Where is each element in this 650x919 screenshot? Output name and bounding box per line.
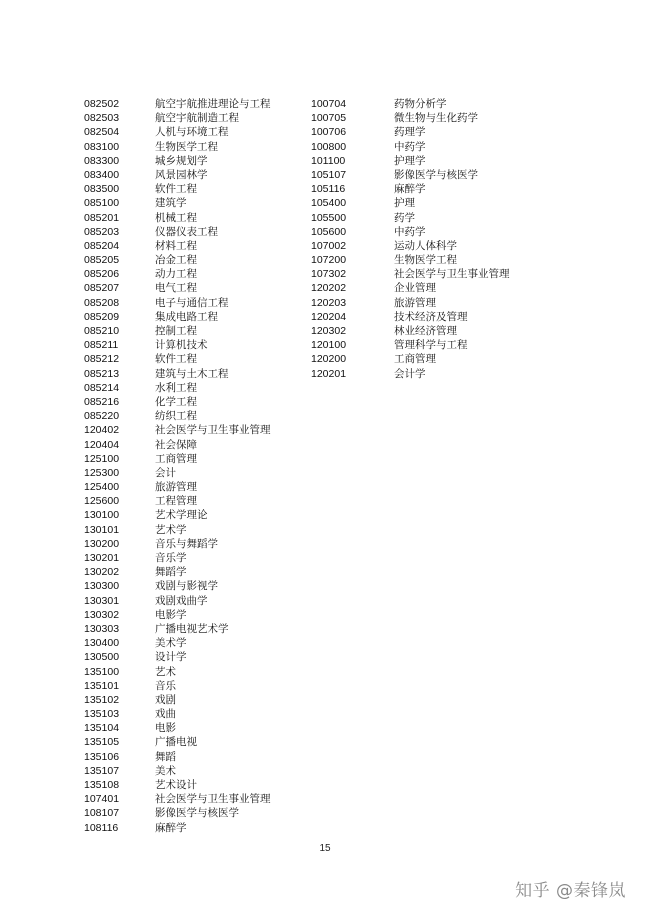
right-column xyxy=(311,97,510,381)
major-code: 085212 xyxy=(84,353,120,366)
list-item xyxy=(84,154,271,168)
list-item xyxy=(84,310,271,324)
major-code: 100800 xyxy=(311,140,347,153)
list-item xyxy=(84,735,271,749)
major-name: 机械工程 xyxy=(155,211,197,224)
list-item xyxy=(84,622,271,636)
list-item xyxy=(84,281,271,295)
major-code: 085203 xyxy=(84,225,120,238)
major-name: 航空宇航推进理论与工程 xyxy=(155,98,271,110)
list-item xyxy=(84,764,271,778)
major-name: 社会医学与卫生事业管理 xyxy=(155,793,271,806)
major-name: 旅游管理 xyxy=(394,296,436,309)
major-code: 082504 xyxy=(84,126,120,139)
major-name: 企业管理 xyxy=(394,282,436,295)
list-item xyxy=(311,182,510,196)
major-name: 建筑与土木工程 xyxy=(155,367,229,380)
major-name: 冶金工程 xyxy=(155,254,197,267)
list-item xyxy=(84,395,271,409)
major-code: 130202 xyxy=(84,566,120,579)
major-code: 120404 xyxy=(84,438,120,451)
list-item xyxy=(84,466,271,480)
major-code: 130100 xyxy=(84,509,120,522)
major-code: 120201 xyxy=(311,367,347,380)
list-item xyxy=(84,253,271,267)
major-code: 130302 xyxy=(84,608,120,621)
list-item xyxy=(84,537,271,551)
major-name: 工程管理 xyxy=(155,495,197,508)
major-code: 130500 xyxy=(84,651,120,664)
list-item xyxy=(84,508,271,522)
major-code: 105600 xyxy=(311,225,347,238)
major-code: 100706 xyxy=(311,126,347,139)
list-item xyxy=(311,310,510,324)
list-item xyxy=(84,211,271,225)
major-code: 083500 xyxy=(84,183,120,196)
list-item xyxy=(84,693,271,707)
major-name: 艺术学理论 xyxy=(155,509,208,522)
major-code: 125300 xyxy=(84,466,120,479)
list-item xyxy=(311,338,510,352)
major-name: 工商管理 xyxy=(155,452,197,465)
list-item xyxy=(84,665,271,679)
major-name: 动力工程 xyxy=(155,268,197,281)
major-code: 120402 xyxy=(84,424,120,437)
major-name: 护理学 xyxy=(394,154,426,167)
list-item xyxy=(84,182,271,196)
list-item xyxy=(84,409,271,423)
list-item xyxy=(311,125,510,139)
list-item xyxy=(84,750,271,764)
list-item xyxy=(84,367,271,381)
major-name: 设计学 xyxy=(155,651,187,664)
list-item xyxy=(84,352,271,366)
list-item xyxy=(84,594,271,608)
major-name: 广播电视艺术学 xyxy=(155,622,229,635)
major-code: 135104 xyxy=(84,722,120,735)
major-code: 105500 xyxy=(311,211,347,224)
major-code: 107401 xyxy=(84,793,120,806)
major-name: 舞蹈 xyxy=(155,750,176,763)
major-name: 社会保障 xyxy=(155,438,197,451)
major-name: 控制工程 xyxy=(155,325,197,337)
list-item xyxy=(311,352,510,366)
major-code: 082503 xyxy=(84,112,120,125)
list-item xyxy=(84,296,271,310)
major-name: 会计学 xyxy=(394,367,426,380)
major-name: 电子与通信工程 xyxy=(155,296,229,309)
major-code: 135101 xyxy=(84,679,120,692)
major-code: 130300 xyxy=(84,580,120,593)
list-item xyxy=(84,494,271,508)
list-item xyxy=(311,154,510,168)
list-item xyxy=(84,168,271,182)
major-name: 工商管理 xyxy=(394,353,436,366)
major-name: 计算机技术 xyxy=(155,339,208,352)
list-item xyxy=(311,239,510,253)
major-name: 旅游管理 xyxy=(155,481,197,494)
major-name: 戏曲 xyxy=(155,708,176,721)
list-item xyxy=(84,381,271,395)
major-code: 085204 xyxy=(84,239,120,252)
major-code: 135108 xyxy=(84,779,120,791)
major-name: 纺织工程 xyxy=(155,410,197,423)
list-item xyxy=(84,452,271,466)
major-code: 125600 xyxy=(84,495,120,508)
major-name: 建筑学 xyxy=(155,197,187,210)
list-item xyxy=(84,423,271,437)
major-code: 085216 xyxy=(84,395,120,408)
major-code: 107002 xyxy=(311,239,347,252)
major-name: 生物医学工程 xyxy=(394,254,457,267)
list-item xyxy=(84,523,271,537)
major-name: 中药学 xyxy=(394,225,426,238)
major-code: 085208 xyxy=(84,296,120,309)
major-code: 135103 xyxy=(84,708,120,721)
list-item xyxy=(84,806,271,820)
list-item xyxy=(84,551,271,565)
major-name: 戏剧戏曲学 xyxy=(155,594,208,607)
major-name: 电影 xyxy=(155,722,176,735)
major-name: 影像医学与核医学 xyxy=(155,807,239,820)
list-item xyxy=(311,253,510,267)
list-item xyxy=(84,608,271,622)
major-name: 广播电视 xyxy=(155,736,197,749)
major-code: 085220 xyxy=(84,410,120,423)
list-item xyxy=(84,579,271,593)
major-code: 135107 xyxy=(84,764,120,777)
major-name: 戏剧 xyxy=(155,693,176,706)
major-name: 药学 xyxy=(394,211,415,224)
major-code: 083300 xyxy=(84,154,120,167)
major-code: 105400 xyxy=(311,197,347,210)
major-name: 麻醉学 xyxy=(155,821,187,834)
list-item xyxy=(84,111,271,125)
major-name: 舞蹈学 xyxy=(155,566,187,579)
major-name: 仪器仪表工程 xyxy=(155,225,218,238)
major-name: 音乐学 xyxy=(155,552,187,564)
major-code: 120302 xyxy=(311,325,347,337)
major-code: 085100 xyxy=(84,197,120,210)
major-name: 人机与环境工程 xyxy=(155,126,229,139)
major-name: 生物医学工程 xyxy=(155,140,218,153)
list-item xyxy=(84,636,271,650)
list-item xyxy=(311,97,510,111)
major-name: 风景园林学 xyxy=(155,168,208,181)
list-item xyxy=(311,324,510,338)
list-item xyxy=(84,679,271,693)
major-code: 120202 xyxy=(311,282,347,295)
major-code: 085206 xyxy=(84,268,120,281)
major-code: 125400 xyxy=(84,481,120,494)
major-code: 120203 xyxy=(311,296,347,309)
list-item xyxy=(84,267,271,281)
major-code: 100705 xyxy=(311,112,347,125)
list-item xyxy=(311,367,510,381)
major-name: 软件工程 xyxy=(155,183,197,196)
major-name: 林业经济管理 xyxy=(394,325,457,337)
major-name: 艺术学 xyxy=(155,523,187,536)
major-name: 中药学 xyxy=(394,140,426,153)
list-item xyxy=(311,196,510,210)
major-code: 130101 xyxy=(84,523,120,536)
list-item xyxy=(84,438,271,452)
major-name: 技术经济及管理 xyxy=(394,310,468,323)
list-item xyxy=(84,821,271,835)
major-code: 083100 xyxy=(84,140,120,153)
major-name: 艺术设计 xyxy=(155,779,197,791)
list-item xyxy=(311,225,510,239)
list-item xyxy=(84,97,271,111)
list-item xyxy=(84,196,271,210)
list-item xyxy=(84,565,271,579)
major-code: 135100 xyxy=(84,665,120,678)
page-number: 15 xyxy=(319,843,331,854)
major-code: 130301 xyxy=(84,594,120,607)
major-name: 航空宇航制造工程 xyxy=(155,112,239,125)
major-code: 107302 xyxy=(311,268,347,281)
major-code: 120200 xyxy=(311,353,347,366)
major-code: 101100 xyxy=(311,154,346,167)
list-item xyxy=(84,650,271,664)
major-code: 108116 xyxy=(84,821,119,834)
major-name: 药理学 xyxy=(394,126,426,139)
major-name: 水利工程 xyxy=(155,381,197,394)
major-code: 085213 xyxy=(84,367,120,380)
major-code: 135106 xyxy=(84,750,120,763)
list-item xyxy=(311,168,510,182)
list-item xyxy=(84,721,271,735)
major-code: 135102 xyxy=(84,693,120,706)
major-name: 管理科学与工程 xyxy=(394,339,468,352)
major-code: 085201 xyxy=(84,211,120,224)
major-code: 107200 xyxy=(311,254,347,267)
watermark: 知乎 @秦锋岚 xyxy=(515,881,626,901)
major-name: 化学工程 xyxy=(155,395,197,408)
list-item xyxy=(84,225,271,239)
major-name: 电气工程 xyxy=(155,282,197,295)
list-item xyxy=(311,111,510,125)
list-item xyxy=(311,211,510,225)
list-item xyxy=(84,792,271,806)
major-name: 会计 xyxy=(155,466,176,479)
major-name: 美术学 xyxy=(155,637,187,650)
major-name: 社会医学与卫生事业管理 xyxy=(155,424,271,437)
major-code: 130400 xyxy=(84,637,120,650)
list-item xyxy=(311,267,510,281)
list-item xyxy=(84,338,271,352)
major-name: 护理 xyxy=(394,197,415,210)
major-name: 音乐 xyxy=(155,679,176,692)
list-item xyxy=(84,707,271,721)
major-code: 085210 xyxy=(84,325,120,337)
major-name: 软件工程 xyxy=(155,353,197,366)
major-code: 130201 xyxy=(84,552,120,564)
major-name: 影像医学与核医学 xyxy=(394,168,478,181)
major-name: 社会医学与卫生事业管理 xyxy=(394,268,510,281)
major-name: 运动人体科学 xyxy=(394,239,457,252)
major-code: 105107 xyxy=(311,168,347,181)
major-code: 085209 xyxy=(84,310,120,323)
major-code: 105116 xyxy=(311,183,346,196)
major-code: 120204 xyxy=(311,310,347,323)
list-item xyxy=(84,239,271,253)
left-column xyxy=(84,97,271,835)
major-code: 085205 xyxy=(84,254,120,267)
major-name: 麻醉学 xyxy=(394,183,426,196)
list-item xyxy=(311,281,510,295)
major-code: 130200 xyxy=(84,537,120,550)
major-name: 材料工程 xyxy=(155,239,197,252)
major-name: 微生物与生化药学 xyxy=(394,112,478,125)
major-name: 艺术 xyxy=(155,665,176,678)
list-item xyxy=(84,778,271,792)
list-item xyxy=(311,296,510,310)
major-name: 电影学 xyxy=(155,608,187,621)
list-item xyxy=(84,125,271,139)
major-name: 集成电路工程 xyxy=(155,310,218,323)
major-code: 085207 xyxy=(84,282,120,295)
list-item xyxy=(84,324,271,338)
major-name: 戏剧与影视学 xyxy=(155,580,218,593)
major-name: 音乐与舞蹈学 xyxy=(155,537,218,550)
major-code: 085211 xyxy=(84,339,119,352)
major-code: 083400 xyxy=(84,168,120,181)
major-code: 120100 xyxy=(311,339,347,352)
major-code: 082502 xyxy=(84,98,120,110)
major-code: 108107 xyxy=(84,807,120,820)
major-code: 125100 xyxy=(84,452,120,465)
major-name: 药物分析学 xyxy=(394,98,447,110)
list-item xyxy=(84,480,271,494)
major-code: 135105 xyxy=(84,736,120,749)
list-item xyxy=(84,140,271,154)
major-code: 100704 xyxy=(311,98,347,110)
list-item xyxy=(311,140,510,154)
major-name: 美术 xyxy=(155,764,176,777)
major-name: 城乡规划学 xyxy=(155,154,208,167)
major-code: 085214 xyxy=(84,381,120,394)
major-code: 130303 xyxy=(84,622,120,635)
